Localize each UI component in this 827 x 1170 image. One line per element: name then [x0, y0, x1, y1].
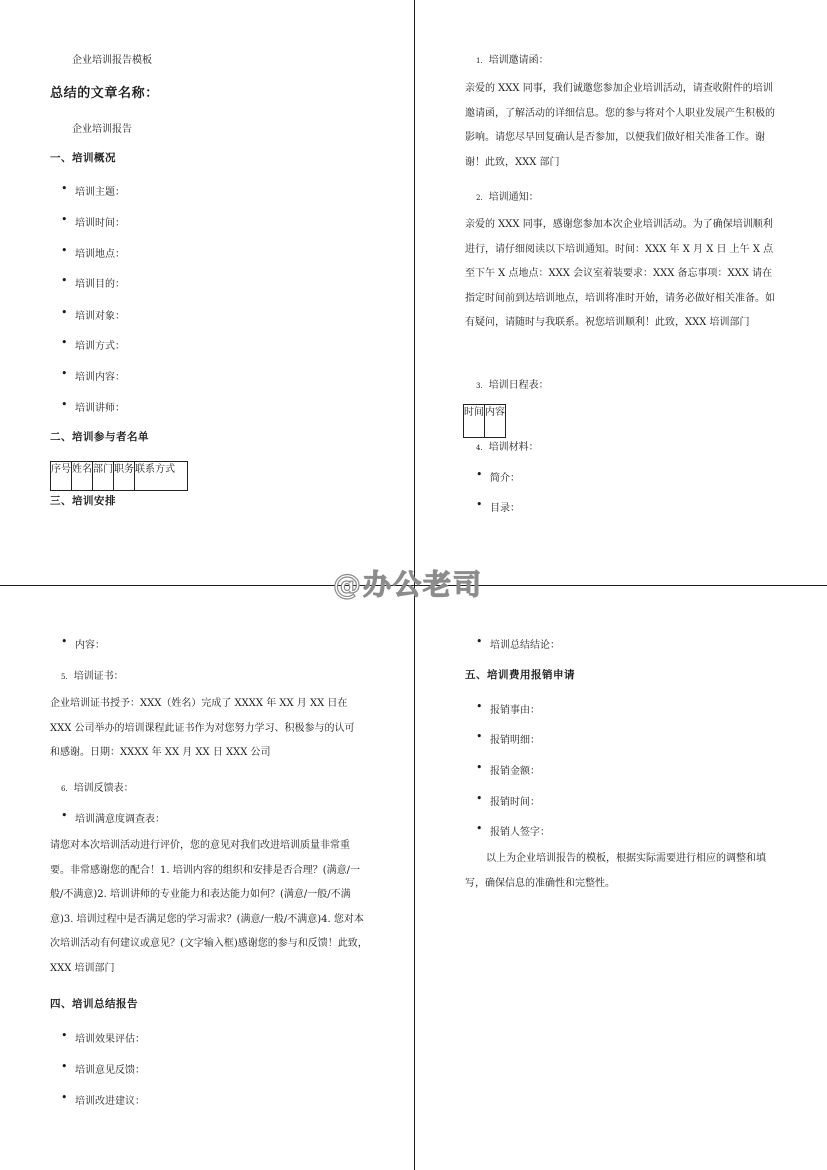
list-item: • 报销人签字： [490, 823, 550, 838]
list-item: • 培训总结结论： [490, 636, 560, 651]
list-item: • 培训满意度调查表： [75, 810, 165, 825]
numbered-item [476, 438, 539, 453]
item-number: 3. [476, 382, 483, 390]
page-3 [0, 586, 414, 1170]
item-number: 4. [476, 444, 483, 452]
list-item: • 目录： [490, 499, 520, 514]
list-item: • 培训目的： [75, 275, 125, 290]
list-item: • 培训时间： [75, 214, 125, 229]
numbered-item [61, 667, 124, 682]
list-item: • 培训效果评估： [75, 1030, 145, 1045]
table-row [464, 405, 506, 438]
list-item: • 培训地点： [75, 245, 125, 260]
section-2-heading: 二、培训参与者名单 [50, 431, 149, 443]
section-4-heading: 四、培训总结报告 [50, 998, 138, 1010]
item-title: 培训证书： [73, 671, 124, 682]
table-header-cell: 序号 [51, 462, 72, 491]
list-item: • 培训主题： [75, 183, 125, 198]
participants-table [50, 461, 188, 491]
list-item: • 报销明细： [490, 731, 540, 746]
item-title: 培训日程表： [488, 380, 549, 391]
table-header-cell: 内容 [485, 405, 506, 438]
list-item: • 培训意见反馈： [75, 1061, 145, 1076]
closing-text: 以上为企业培训报告的模板，根据实际需要进行相应的调整和填写，确保信息的准确性和完整性。 [465, 853, 766, 889]
item-number: 1. [476, 57, 483, 65]
list-item: • 培训讲师： [75, 399, 125, 414]
report-name: 企业培训报告 [72, 124, 132, 135]
list-item: • 简介： [490, 469, 520, 484]
watermark: @办公老司 [333, 568, 484, 601]
table-header-cell: 职务 [114, 462, 135, 491]
page-1 [0, 0, 414, 585]
item-title: 培训通知： [488, 192, 539, 203]
section-3-heading: 三、培训安排 [50, 495, 116, 507]
list-item: • 培训改进建议： [75, 1092, 145, 1107]
schedule-table [463, 404, 506, 438]
list-item: • 报销事由： [490, 701, 540, 716]
item-number: 2. [476, 194, 483, 202]
table-header-cell: 时间 [464, 405, 485, 438]
table-header-cell: 部门 [93, 462, 114, 491]
numbered-item [61, 779, 134, 794]
list-item: • 培训内容： [75, 368, 125, 383]
item-title: 培训材料： [488, 442, 539, 453]
certificate-text: 企业培训证书授予：XXX（姓名）完成了 XXXX 年 XX 月 XX 日在 XXX 公司举办的培训课程此证书作为对您努力学习、积极参与的认可和感谢。日期：XXXX 年 XX 月 XX 日 XXX 公司 [50, 698, 355, 758]
section-1-heading: 一、培训概况 [50, 152, 116, 164]
item-number: 6. [61, 785, 68, 793]
table-row [51, 462, 188, 491]
item-number: 5. [61, 673, 68, 681]
notice-text: 亲爱的 XXX 同事，感谢您参加本次企业培训活动。为了确保培训顺利进行，请仔细阅读以下培训通知。时间：XXX 年 X 月 X 日 上午 X 点至下午 X 点地点：XXX 会议室着装要求：XXX 备忘事项：XXX 请在指定时间前到达培训地点，培训将准时开始，请务必做好相关准备。如有疑问，请随时与我联系。祝您培训顺利！此致，XXX 培训部门 [465, 219, 775, 328]
list-item: • 内容： [75, 636, 105, 651]
invitation-text: 亲爱的 XXX 同事，我们诚邀您参加企业培训活动，请查收附件的培训邀请函，了解活动的详细信息。您的参与将对个人职业发展产生积极的影响。请您尽早回复确认是否参加，以便我们做好相关准备工作。谢谢！此致，XXX 部门 [465, 83, 775, 168]
numbered-item [476, 51, 549, 66]
table-header-cell: 姓名 [72, 462, 93, 491]
feedback-text: 请您对本次培训活动进行评价，您的意见对我们改进培训质量非常重要。非常感谢您的配合！1. 培训内容的组织和安排是否合理？(满意/一般/不满意)2. 培训讲师的专业能力和表达能力如何？(满意/一般/不满意)3. 培训过程中是否满足您的学习需求？(满意/一般/不满意)4. 您对本次培训活动有何建议或意见？(文字输入框)感谢您的参与和反馈！此致，XXX 培训部门 [50, 840, 368, 974]
list-item: • 报销金额： [490, 762, 540, 777]
numbered-item [476, 188, 539, 203]
numbered-item [476, 376, 549, 391]
page-4 [415, 586, 827, 1170]
doc-title: 企业培训报告模板 [72, 55, 152, 66]
list-item: • 报销时间： [490, 793, 540, 808]
page-2 [415, 0, 827, 585]
table-header-cell: 联系方式 [135, 462, 188, 491]
item-title: 培训邀请函： [488, 55, 549, 66]
section-5-heading: 五、培训费用报销申请 [465, 669, 575, 681]
summary-heading: 总结的文章名称： [50, 86, 159, 101]
item-title: 培训反馈表： [73, 783, 134, 794]
list-item: • 培训对象： [75, 307, 125, 322]
list-item: • 培训方式： [75, 337, 125, 352]
